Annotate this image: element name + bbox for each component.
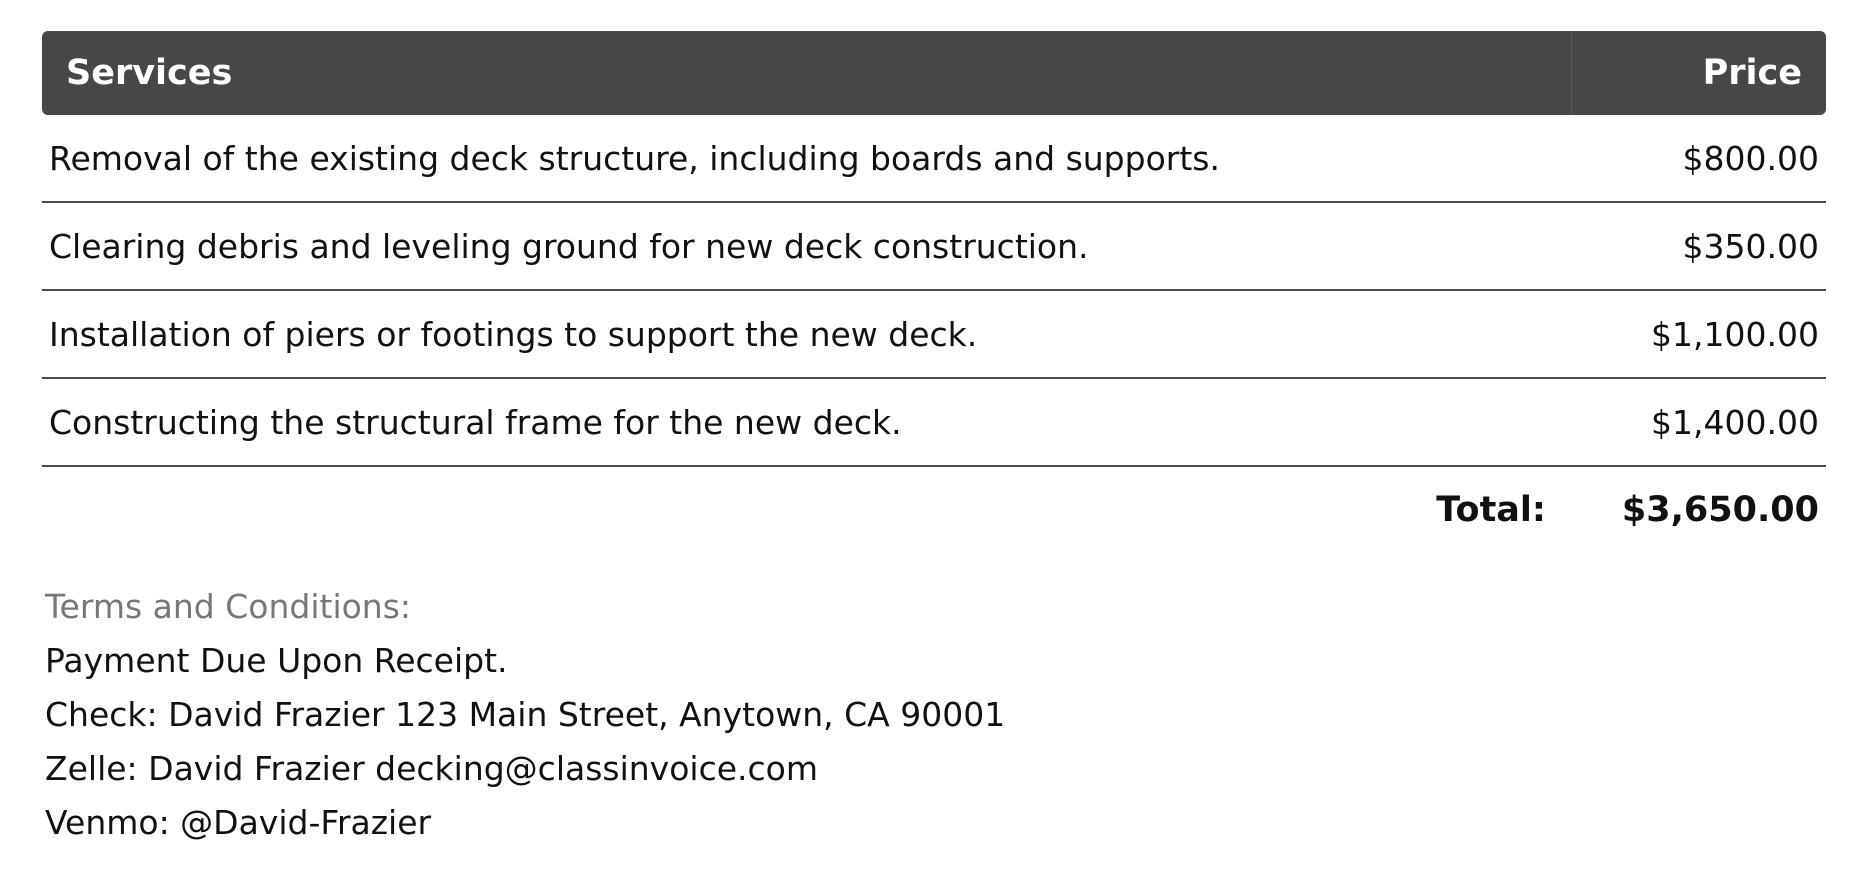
- table-row: [42, 291, 1826, 379]
- total-row: [42, 467, 1826, 553]
- services-column-header: Services: [42, 31, 1572, 115]
- service-price: $1,100.00: [1651, 314, 1819, 354]
- terms-line-zelle: Zelle: David Frazier decking@classinvoice.com: [45, 749, 818, 788]
- terms-title: Terms and Conditions:: [45, 587, 412, 626]
- table-row: [42, 203, 1826, 291]
- terms-section: [45, 580, 1005, 850]
- table-row: [42, 379, 1826, 467]
- price-column-header: Price: [1702, 53, 1802, 93]
- total-label: Total:: [1436, 490, 1546, 530]
- table-header: [42, 31, 1826, 115]
- invoice-services-table: [42, 31, 1826, 553]
- service-description: Constructing the structural frame for the new deck.: [49, 402, 902, 442]
- service-description: Removal of the existing deck structure, including boards and supports.: [49, 138, 1220, 178]
- service-price: $1,400.00: [1651, 402, 1819, 442]
- service-price: $800.00: [1682, 138, 1819, 178]
- total-value: $3,650.00: [1621, 490, 1819, 530]
- service-description: Clearing debris and leveling ground for new deck construction.: [49, 226, 1089, 266]
- table-row: [42, 115, 1826, 203]
- service-price: $350.00: [1682, 226, 1819, 266]
- terms-line-check: Check: David Frazier 123 Main Street, Anytown, CA 90001: [45, 695, 1006, 734]
- service-description: Installation of piers or footings to support the new deck.: [49, 314, 978, 354]
- terms-line-payment: Payment Due Upon Receipt.: [45, 641, 508, 680]
- terms-line-venmo: Venmo: @David-Frazier: [45, 803, 432, 842]
